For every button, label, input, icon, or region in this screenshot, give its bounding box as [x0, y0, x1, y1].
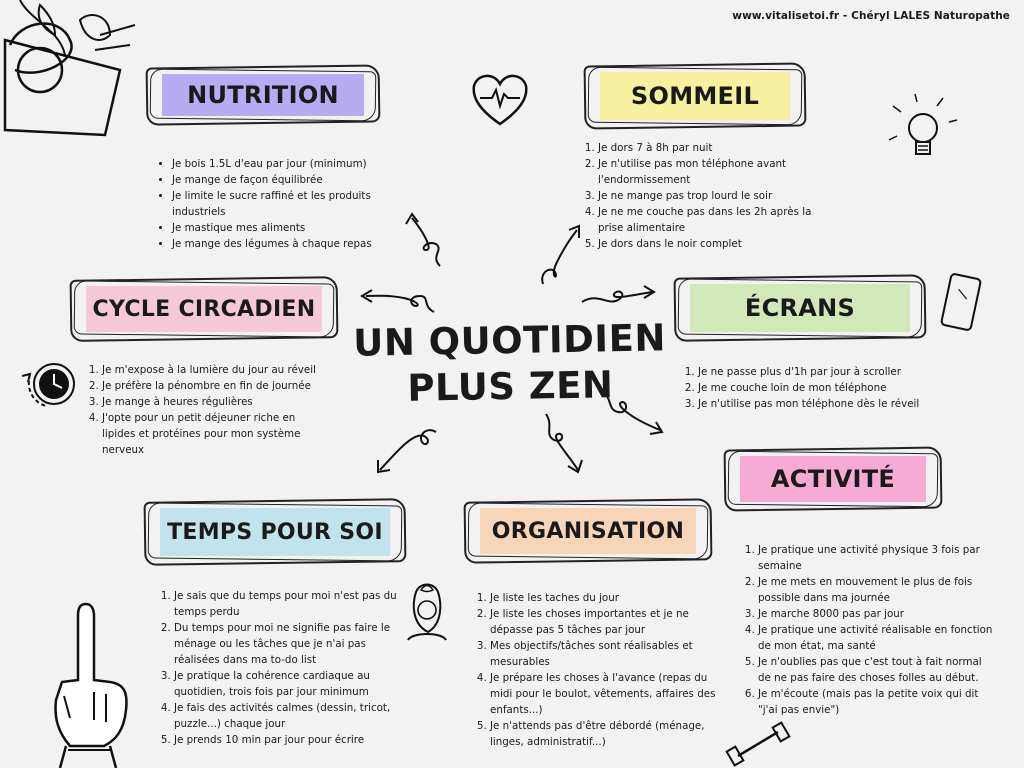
list-item: 3. Je ne mange pas trop lourd le soir [598, 188, 824, 204]
list-item: 5. Je dors dans le noir complet [598, 236, 824, 252]
arrow-to-sommeil-icon [535, 222, 585, 288]
list-item: 1. Je liste les taches du jour [490, 590, 728, 606]
cycle-title: CYCLE CIRCADIEN [92, 296, 316, 322]
list-item: 4. Je pratique une activité réalisable en fonction de mon état, ma santé [758, 622, 994, 654]
activite-title: ACTIVITÉ [770, 465, 896, 493]
list-item: 2. Je me mets en mouvement le plus de fois possible dans ma journée [758, 574, 994, 606]
activite-list [744, 542, 994, 718]
organisation-list [476, 590, 728, 750]
list-item: 2. Du temps pour moi ne signifie pas faire le ménage ou les tâches que je n'ai pas réalisées dans ma to-do list [174, 620, 406, 668]
list-item: 4. Je prépare les choses à l'avance (repas du midi pour le boulot, vêtements, affaires des enfants...) [490, 670, 728, 718]
ecrans-list [684, 364, 934, 412]
nutrition-heading [152, 70, 374, 120]
clock-icon [16, 354, 86, 414]
lightbulb-icon [885, 90, 975, 170]
arrow-to-cycle-icon [358, 282, 438, 318]
main-title-line1: UN QUOTIDIEN [352, 316, 667, 365]
list-item: 5. Je prends 10 min par jour pour écrire [174, 732, 406, 748]
sommeil-title: SOMMEIL [630, 82, 760, 110]
list-item: 1. Je ne passe plus d'1h par jour à scroller [698, 364, 934, 380]
list-item: 2. Je liste les choses importantes et je ne dépasse pas 5 tâches par jour [490, 606, 728, 638]
list-item: 2. Je me couche loin de mon téléphone [698, 380, 934, 396]
list-item: 1. Je sais que du temps pour moi n'est pas du temps perdu [174, 588, 406, 620]
main-title [349, 315, 671, 413]
list-item: 3. Je marche 8000 pas par jour [758, 606, 994, 622]
list-item: 3. Je mange à heures régulières [102, 394, 328, 410]
list-item: • Je limite le sucre raffiné et les produits industriels [172, 188, 410, 220]
organisation-heading [470, 504, 706, 558]
list-item: 4. Je fais des activités calmes (dessin, tricot, puzzle...) chaque jour [174, 700, 406, 732]
list-item: 1. Je dors 7 à 8h par nuit [598, 140, 824, 156]
activite-heading [730, 452, 936, 506]
list-item: 2. Je n'utilise pas mon téléphone avant l'endormissement [598, 156, 824, 188]
ecrans-heading [680, 280, 920, 336]
list-item: 1. Je m'expose à la lumière du jour au réveil [102, 362, 328, 378]
cycle-list [88, 362, 328, 458]
list-item: 1. Je pratique une activité physique 3 fois par semaine [758, 542, 994, 574]
heart-rate-icon [470, 70, 530, 130]
arrow-to-ecrans-icon [578, 282, 658, 318]
list-item: • Je mange de façon équilibrée [172, 172, 410, 188]
pointing-hand-icon [40, 600, 140, 768]
vegetable-basket-icon [0, 0, 140, 140]
temps-list [160, 588, 406, 748]
arrow-to-temps-icon [370, 420, 440, 476]
list-item: • Je mange des légumes à chaque repas [172, 236, 410, 252]
organisation-title: ORGANISATION [491, 518, 685, 544]
nutrition-list [150, 156, 410, 252]
list-item: 3. Je n'utilise pas mon téléphone dès le réveil [698, 396, 934, 412]
meditation-woman-icon [398, 580, 456, 642]
list-item: 6. Je m'écoute (mais pas la petite voix qui dit "j'ai pas envie") [758, 686, 994, 718]
ecrans-title: ÉCRANS [744, 294, 856, 322]
list-item: 3. Mes objectifs/tâches sont réalisables et mesurables [490, 638, 728, 670]
list-item: 4. Je ne me couche pas dans les 2h après la prise alimentaire [598, 204, 824, 236]
main-title-line2: PLUS ZEN [407, 363, 614, 410]
temps-heading [150, 504, 400, 560]
list-item: 2. Je préfère la pénombre en fin de journée [102, 378, 328, 394]
list-item: • Je mastique mes aliments [172, 220, 410, 236]
sommeil-list [584, 140, 824, 252]
dumbbell-icon [728, 720, 788, 768]
sommeil-heading [590, 68, 800, 124]
list-item: 4. J'opte pour un petit déjeuner riche en lipides et protéines pour mon système nerveux [102, 410, 328, 458]
nutrition-title: NUTRITION [187, 81, 339, 109]
list-item: 5. Je n'oublies pas que c'est tout à fait normal de ne pas faire des choses folles au début. [758, 654, 994, 686]
list-item: 5. Je n'attends pas d'être débordé (ménage, linges, administratif...) [490, 718, 728, 750]
list-item: • Je bois 1.5L d'eau par jour (minimum) [172, 156, 410, 172]
temps-title: TEMPS POUR SOI [167, 519, 383, 545]
arrow-to-organisation-icon [540, 410, 590, 476]
smartphone-icon [938, 272, 988, 332]
list-item: 3. Je pratique la cohérence cardiaque au quotidien, trois fois par jour minimum [174, 668, 406, 700]
site-credit: www.vitalisetoi.fr - Chéryl LALES Naturopathe [732, 10, 1010, 22]
cycle-heading [76, 282, 332, 336]
